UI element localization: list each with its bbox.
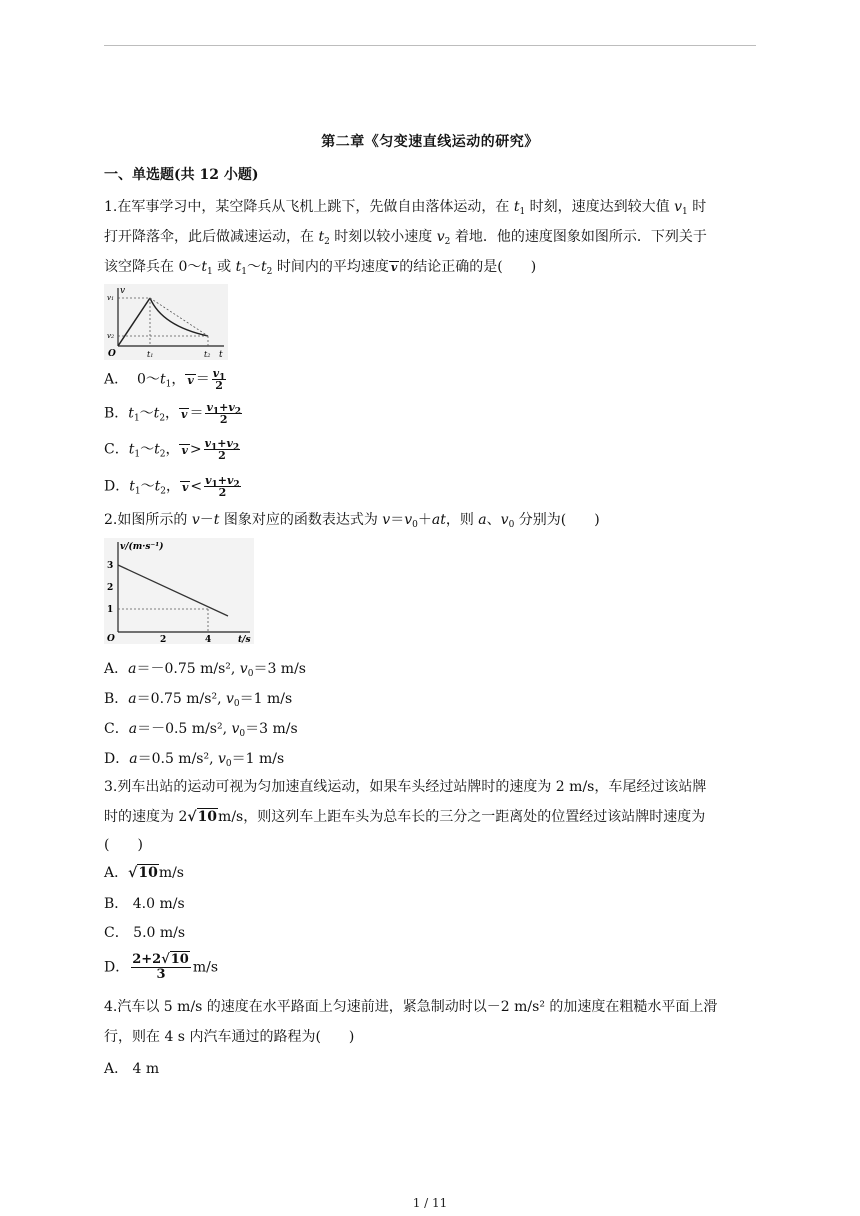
q1-line-1: 1.在军事学习中，某空降兵从飞机上跳下，先做自由落体运动，在 $t_1$ 时刻，速度达到较大值 $v_1$ 时 (104, 199, 707, 217)
q3-line-1: 3.列车出站的运动可视为匀加速直线运动，如果车头经过站牌时的速度为 2 m/s，车尾经过该站牌 (104, 779, 707, 795)
q1-line-3: 该空降兵在 $0\sim t_1$ 或 $t_1\sim t_2$ 时间内的平均速度 v 的结论正确的是( ) (104, 259, 537, 277)
q3-line-3: ( ) (104, 837, 143, 853)
t1-tick-label: t1 (147, 350, 154, 359)
q3-option-b[interactable]: B． 4.0 m/s (104, 896, 185, 912)
header-rule (104, 45, 756, 46)
q3-option-a[interactable]: A．√10m/s (104, 865, 184, 881)
q1-option-b[interactable]: B．$t_1\sim t_2$， v ＝ $\frac{v_1+v_2}{2}$ (104, 401, 242, 426)
q1-line-2: 打开降落伞，此后做减速运动，在 $t_2$ 时刻以较小速度 $v_2$ 着地．他的速度图象如图所示．下列关于 (104, 229, 707, 247)
q3-option-d[interactable]: D． $\frac{2+2√10}{3}$ m/s (104, 952, 219, 982)
q1-option-a[interactable]: A． $0\sim t_1$， v ＝ $\frac{v_1}{2}$ (104, 367, 226, 392)
q2-option-d[interactable]: D．a＝0.5 m/s², $v_0=1$ m/s (104, 751, 285, 769)
x-axis-label: t/s (238, 635, 251, 644)
y-tick-3: 3 (107, 561, 114, 571)
q1-option-d[interactable]: D．$t_1\sim t_2$， v < $\frac{v_1+v_2}{2}$ (104, 474, 240, 499)
x-tick-4: 4 (205, 635, 212, 644)
graph-background (104, 538, 254, 644)
v1-tick-label: v1 (107, 294, 115, 302)
q3-line-2: 时的速度为 2√10m/s，则这列车上距车头为总车长的三分之一距离处的位置经过该站牌时速度为 (104, 809, 706, 825)
origin-label: O (108, 349, 116, 359)
q2-line-1: 2.如图所示的 v－t 图象对应的函数表达式为 $v=v_0+at$，则 a、$v_0$ 分别为( ) (104, 512, 600, 530)
q2-option-a[interactable]: A．a＝－0.75 m/s², $v_0=3$ m/s (104, 661, 306, 679)
y-axis-label: v/(m·s⁻¹) (120, 542, 164, 552)
q2-option-c[interactable]: C．a＝－0.5 m/s², $v_0=3$ m/s (104, 721, 298, 739)
origin-label: O (107, 634, 115, 644)
q1-velocity-graph (104, 284, 228, 360)
t2-tick-label: t2 (204, 350, 211, 359)
x-tick-2: 2 (160, 635, 167, 644)
q4-line-2: 行，则在 4 s 内汽车通过的路程为( ) (104, 1029, 355, 1045)
v2-tick-label: v2 (107, 332, 115, 340)
page-title: 第二章《匀变速直线运动的研究》 (321, 134, 539, 150)
q1-option-c[interactable]: C．$t_1\sim t_2$， v > $\frac{v_1+v_2}{2}$ (104, 437, 240, 462)
y-tick-2: 2 (107, 583, 114, 593)
section-heading: 一、单选题(共 12 小题) (104, 167, 259, 183)
q4-option-a[interactable]: A． 4 m (104, 1061, 160, 1077)
y-tick-1: 1 (107, 605, 114, 615)
q3-option-c[interactable]: C． 5.0 m/s (104, 925, 186, 941)
q2-option-b[interactable]: B．a＝0.75 m/s², $v_0=1$ m/s (104, 691, 293, 709)
x-axis-label: t (219, 350, 223, 360)
page-number: 1 / 11 (412, 1196, 448, 1210)
q4-line-1: 4.汽车以 5 m/s 的速度在水平路面上匀速前进，紧急制动时以－2 m/s² 的加速度在粗糙水平面上滑 (104, 999, 718, 1015)
q2-velocity-graph (104, 538, 254, 644)
y-axis-label: v (120, 286, 126, 296)
